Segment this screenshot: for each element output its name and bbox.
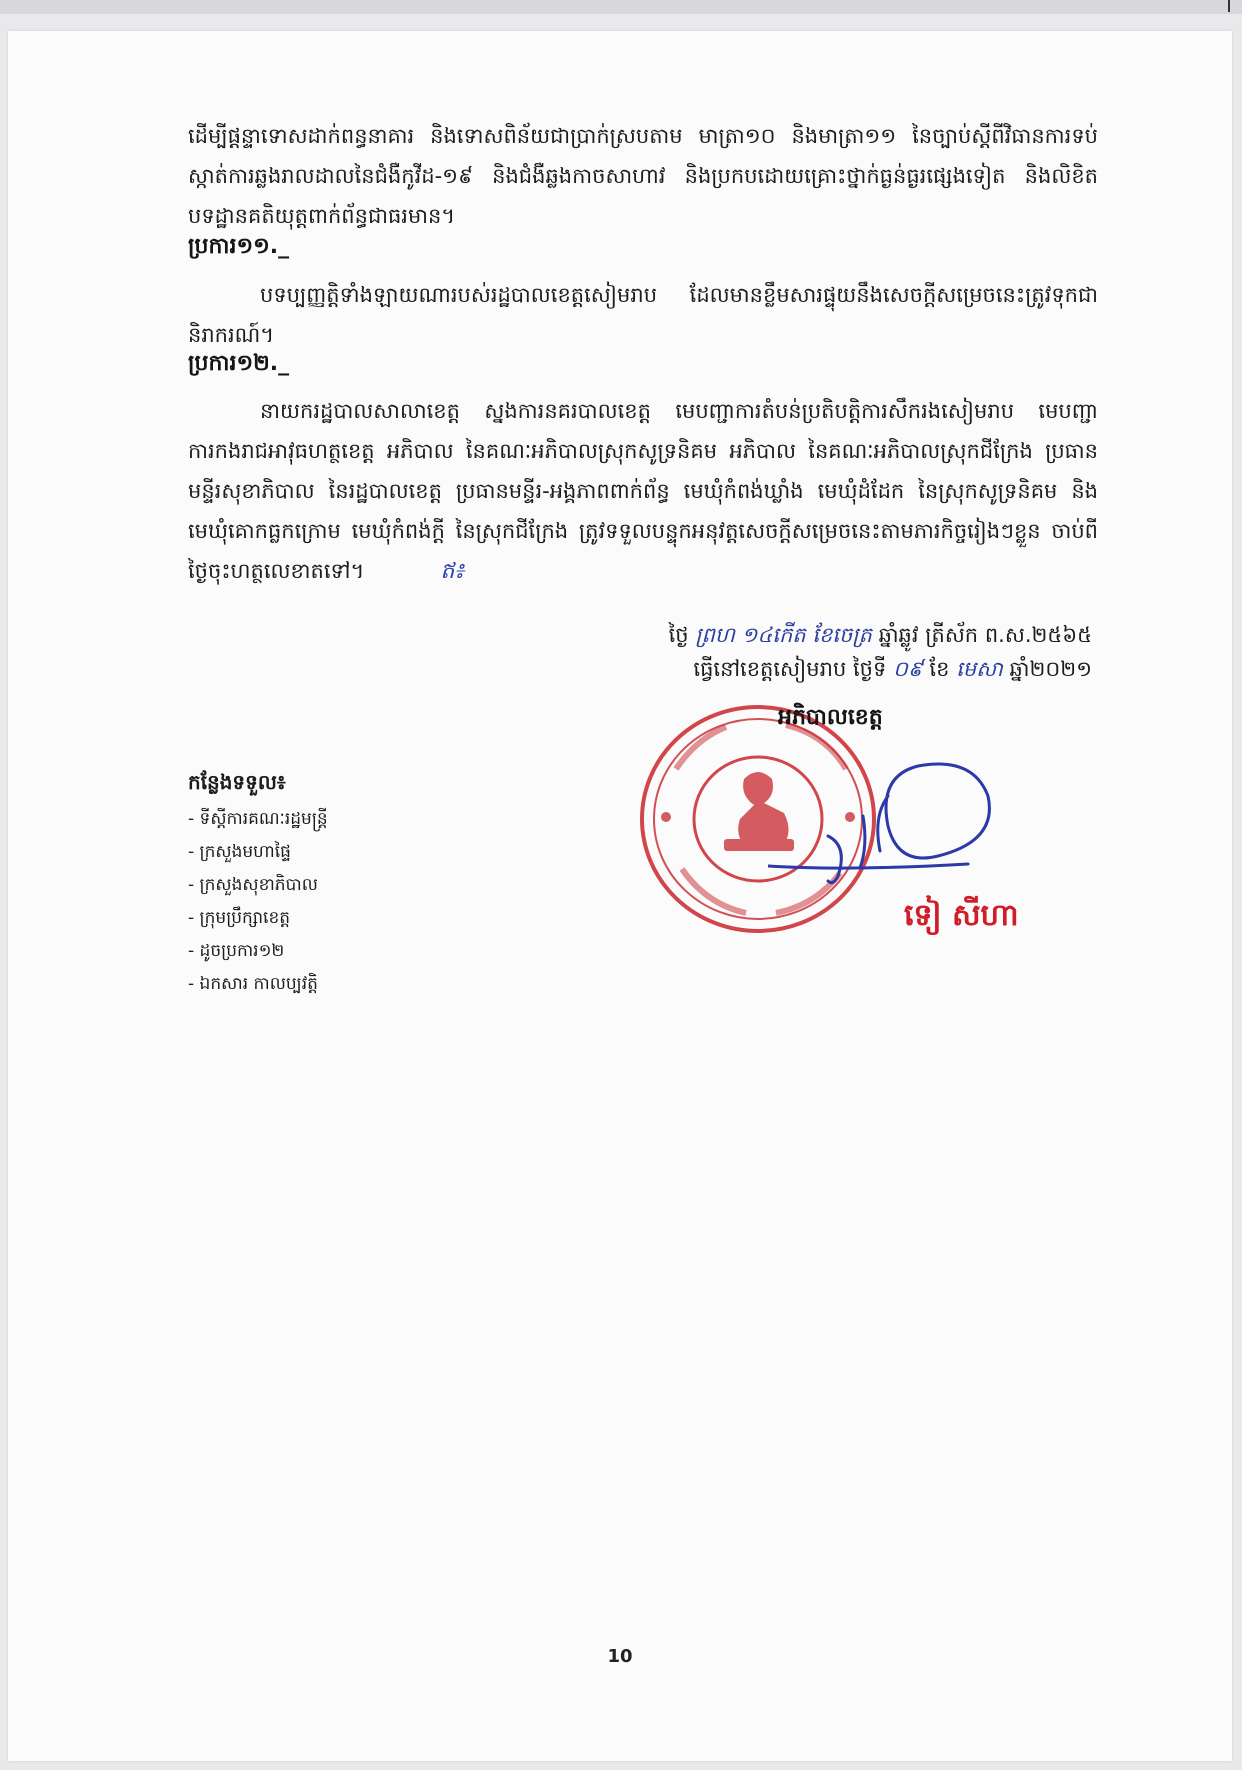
recipient-item: - ក្រុមប្រឹក្សាខេត្ត (188, 902, 328, 935)
date-2-prefix: ធ្វើនៅខេត្តសៀមរាប ថ្ងៃទី (693, 657, 887, 681)
page-number: 10 (607, 1646, 633, 1667)
governor-title: អភិបាលខេត្ត (778, 705, 883, 730)
paragraph-3 (188, 391, 1098, 592)
date-1-handwritten: ព្រហ ១៤កើត ខែចេត្រ (695, 623, 872, 647)
recipient-item: - ទីស្តីការគណៈរដ្ឋមន្ត្រី (188, 803, 328, 836)
paragraph-2: បទប្បញ្ញត្តិទាំងឡាយណារបស់រដ្ឋបាលខេត្តសៀមរាប ដែលមានខ្លឹមសារផ្ទុយនឹងសេចក្តីសម្រេចនេះត្រូវទុកជានិរាករណ៍។ (188, 283, 1098, 347)
paragraph-1: ដើម្បីផ្តន្ទាទោសដាក់ពន្ធនាគារ និងទោសពិន័យជាប្រាក់ស្របតាម មាត្រា១០ និងមាត្រា១១ នៃច្បាប់ស្តីពីវិធានការទប់ស្កាត់ការឆ្លងរាលដាលនៃជំងឺកូវីដ-១៩ និងជំងឺឆ្លងកាចសាហាវ និងប្រកបដោយគ្រោះថ្នាក់ធ្ងន់ធ្ងរផ្សេងទៀត និងលិខិតបទដ្ឋានគតិយុត្តពាក់ព័ន្ធជាធរមាន។ (188, 124, 1098, 228)
date-2-month: មេសា (956, 657, 1003, 681)
recipients-block (188, 769, 328, 1001)
document-page (8, 31, 1232, 1761)
recipient-item: - ក្រសួងមហាផ្ទៃ (188, 836, 328, 869)
scroll-indicator (1228, 0, 1230, 12)
date-2-day: ០៩ (892, 657, 923, 681)
date-1-prefix: ថ្ងៃ (668, 623, 689, 647)
date-1-suffix: ឆ្នាំឆ្លូវ ត្រីស័ក ព.ស.២៥៦៥ (878, 623, 1092, 647)
article-11-heading: ប្រការ១១._ (188, 234, 290, 259)
article-12-heading: ប្រការ១២._ (188, 351, 290, 376)
recipient-item: - ក្រសួងសុខាភិបាល (188, 869, 328, 902)
handwritten-mark: ឥ៖ (440, 559, 465, 584)
lunar-date-line (669, 622, 1092, 653)
recipient-item: - ឯកសារ កាលប្បវត្តិ (188, 968, 328, 1001)
recipient-item: - ដូចប្រការ១២ (188, 935, 328, 968)
issue-date-line (693, 656, 1092, 687)
date-2-year: ឆ្នាំ២០២១ (1009, 657, 1092, 681)
handwritten-signature (768, 756, 1008, 906)
recipients-title: កន្លែងទទួល៖ (188, 770, 286, 794)
paragraph-3-text: នាយករដ្ឋបាលសាលាខេត្ត ស្នងការនគរបាលខេត្ត មេបញ្ជាការតំបន់ប្រតិបត្តិការសឹករងសៀមរាប មេបញ្ជាការកងរាជអាវុធហត្ថខេត្ត អភិបាល នៃគណៈអភិបាលស្រុកសូទ្រនិគម អភិបាល នៃគណៈអភិបាលស្រុកជីក្រែង ប្រធានមន្ទីរសុខាភិបាល នៃរដ្ឋបាលខេត្ត ប្រធានមន្ទីរ-អង្គភាពពាក់ព័ន្ធ មេឃុំកំពង់ឃ្លាំង មេឃុំដំដែក នៃស្រុកសូទ្រនិគម និងមេឃុំគោកធ្លកក្រោម មេឃុំកំពង់ក្តី នៃស្រុកជីក្រែង ត្រូវទទួលបន្ទុកអនុវត្តសេចក្តីសម្រេចនេះតាមភារកិច្ចរៀងៗខ្លួន ចាប់ពីថ្ងៃចុះហត្ថលេខាតទៅ។ (188, 399, 1098, 583)
viewer-top-bar (0, 0, 1242, 14)
signer-name: ទៀ សីហា (904, 898, 1019, 933)
recipients-list (188, 803, 328, 1001)
date-2-month-label: ខែ (929, 657, 950, 681)
